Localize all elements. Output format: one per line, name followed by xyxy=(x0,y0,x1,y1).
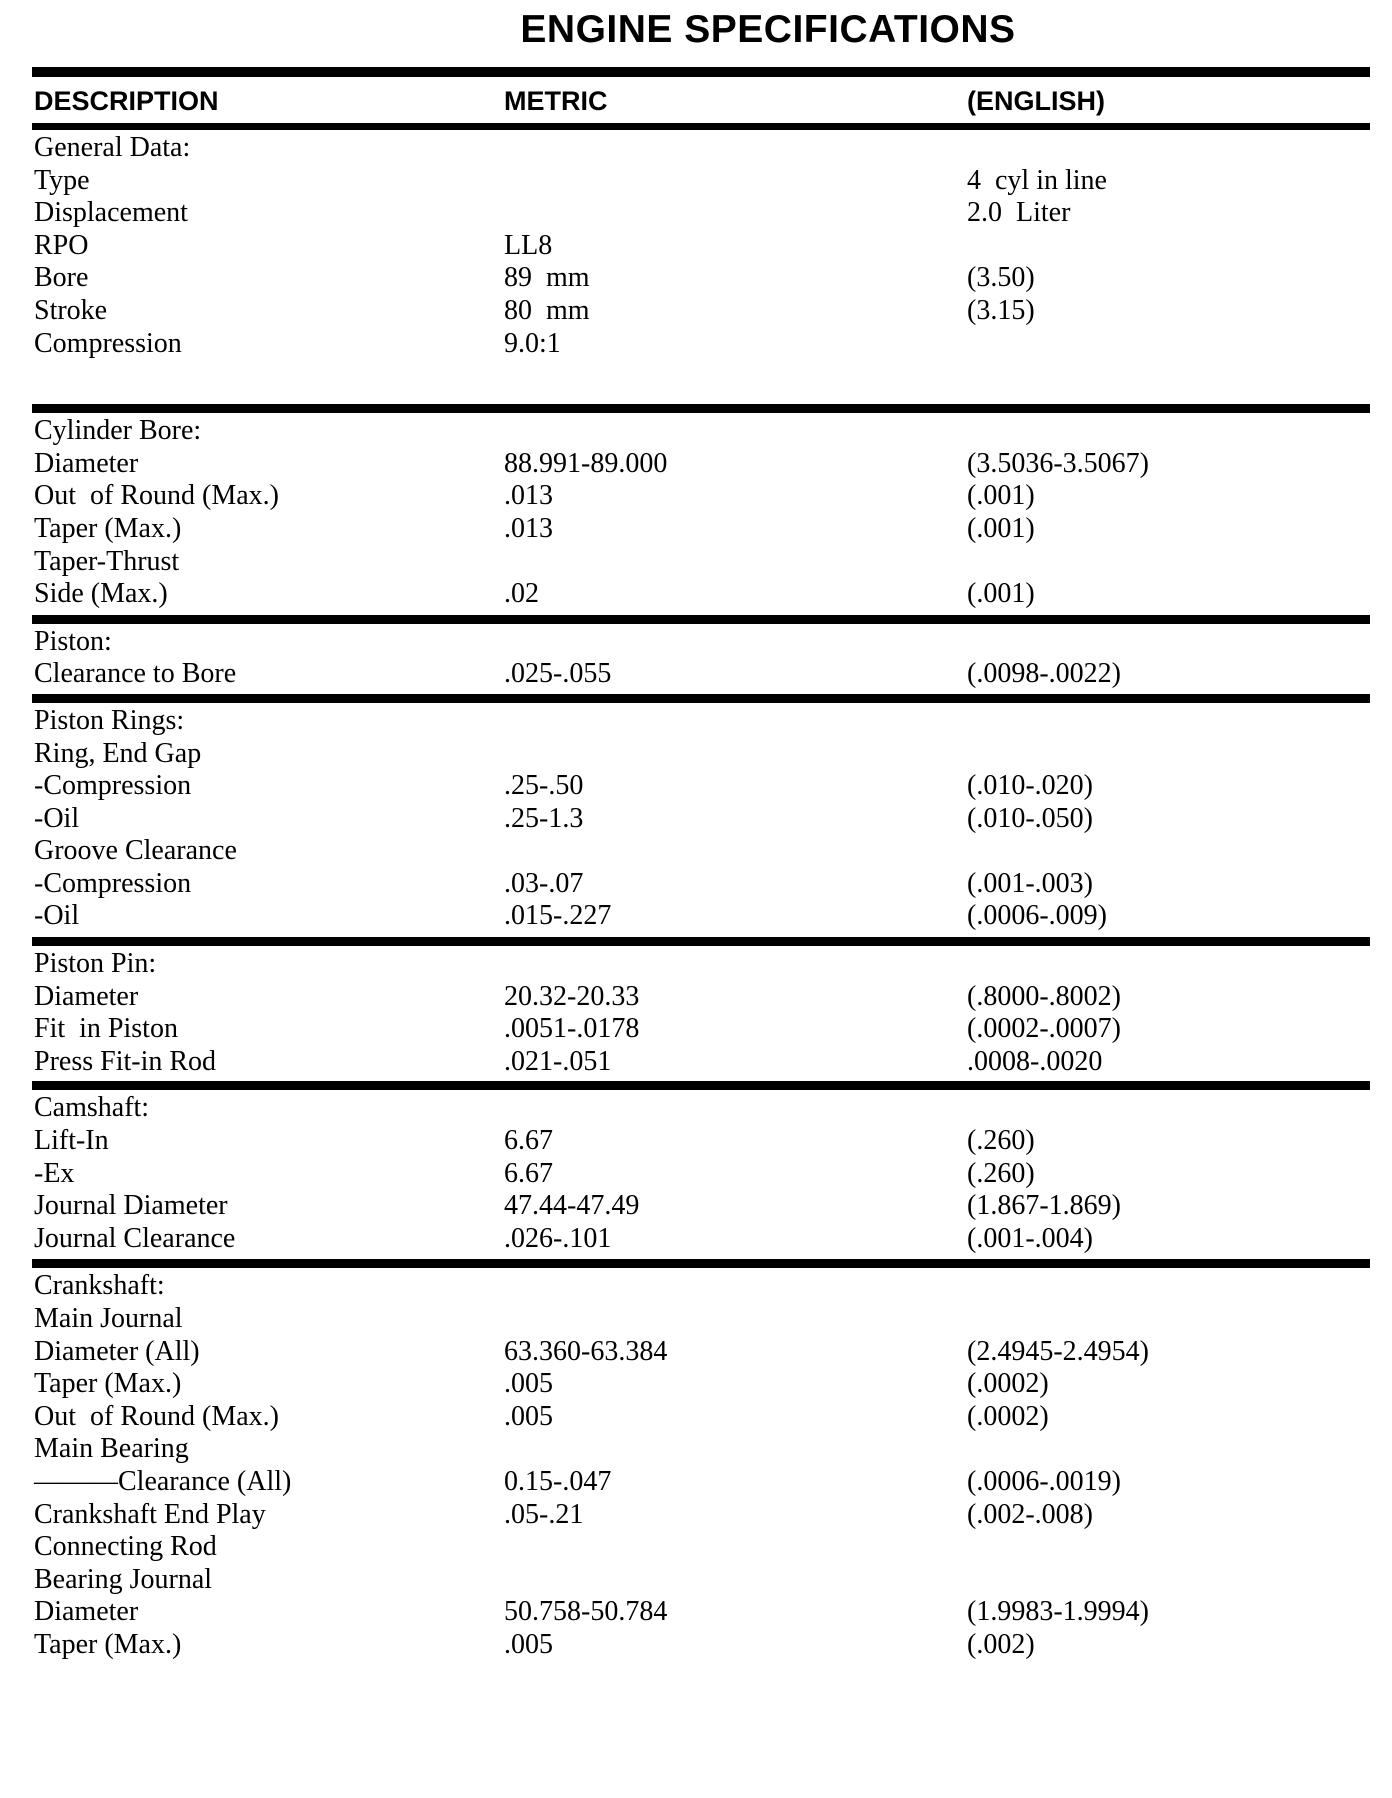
description-cell: Press Fit-in Rod xyxy=(34,1045,217,1077)
spec-section xyxy=(32,413,1370,615)
english-cell: (.001) xyxy=(967,480,1035,512)
metric-cell: 9.0:1 xyxy=(504,327,561,359)
english-cell: (.001-.004) xyxy=(967,1222,1093,1254)
english-cell: (.001) xyxy=(967,512,1035,544)
english-cell xyxy=(967,328,1370,361)
description-cell: -Oil xyxy=(34,802,80,834)
metric-cell xyxy=(504,835,967,868)
english-cell xyxy=(967,705,1370,738)
metric-cell xyxy=(504,1433,967,1466)
table-row xyxy=(32,981,1370,1014)
table-row xyxy=(32,328,1370,361)
table-row xyxy=(32,165,1370,198)
table-row xyxy=(32,1466,1370,1499)
english-cell: (2.4945-2.4954) xyxy=(967,1335,1149,1367)
description-cell: Main Bearing xyxy=(34,1433,189,1465)
description-cell: Journal Diameter xyxy=(34,1190,228,1222)
table-row xyxy=(32,1401,1370,1434)
table-row xyxy=(32,546,1370,579)
english-cell: (.0002) xyxy=(967,1400,1049,1432)
section-rule xyxy=(32,615,1370,624)
header-rule xyxy=(32,123,1370,130)
table-row xyxy=(32,132,1370,165)
description-cell: Taper (Max.) xyxy=(34,1628,182,1660)
description-cell: Groove Clearance xyxy=(34,835,237,867)
description-cell: Journal Clearance xyxy=(34,1222,236,1254)
table-row xyxy=(32,1629,1370,1662)
top-rule xyxy=(32,67,1370,77)
spec-section xyxy=(32,1090,1370,1259)
english-cell: (.0006-.009) xyxy=(967,900,1107,932)
table-row xyxy=(32,1092,1370,1125)
description-cell: Diameter xyxy=(34,980,139,1012)
description-cell: Out of Round (Max.) xyxy=(34,1400,279,1432)
description-cell: Camshaft: xyxy=(34,1092,150,1124)
header-description: DESCRIPTION xyxy=(34,85,219,116)
metric-cell xyxy=(504,738,967,771)
metric-cell: 89 mm xyxy=(504,262,590,294)
table-row xyxy=(32,1125,1370,1158)
english-cell: (.010-.050) xyxy=(967,802,1093,834)
spec-section xyxy=(32,946,1370,1081)
description-cell: Displacement xyxy=(34,197,188,229)
description-cell: Stroke xyxy=(34,294,108,326)
metric-cell xyxy=(504,132,967,165)
metric-cell xyxy=(504,1303,967,1336)
description-cell: Side (Max.) xyxy=(34,578,168,610)
english-cell: (.001-.003) xyxy=(967,867,1093,899)
metric-cell: .0051-.0178 xyxy=(504,1013,640,1045)
table-row xyxy=(32,770,1370,803)
table-row xyxy=(32,415,1370,448)
english-cell: (.8000-.8002) xyxy=(967,980,1121,1012)
metric-cell xyxy=(504,546,967,579)
description-cell: Type xyxy=(34,164,90,196)
table-row xyxy=(32,513,1370,546)
description-cell: -Ex xyxy=(34,1157,75,1189)
page-title: ENGINE SPECIFICATIONS xyxy=(520,8,1016,51)
english-cell xyxy=(967,1564,1370,1597)
description-cell: Taper-Thrust xyxy=(34,545,180,577)
metric-cell: .025-.055 xyxy=(504,658,612,690)
english-cell: (3.15) xyxy=(967,294,1035,326)
english-cell xyxy=(967,132,1370,165)
metric-cell xyxy=(504,415,967,448)
metric-cell: 80 mm xyxy=(504,294,590,326)
metric-cell: .015-.227 xyxy=(504,900,612,932)
metric-cell xyxy=(504,1092,967,1125)
table-row xyxy=(32,197,1370,230)
table-row xyxy=(32,835,1370,868)
english-cell: (3.5036-3.5067) xyxy=(967,447,1149,479)
metric-cell: .013 xyxy=(504,512,553,544)
section-spacer xyxy=(32,360,1370,404)
section-rule xyxy=(32,1081,1370,1090)
english-cell xyxy=(967,626,1370,659)
section-spacer xyxy=(32,1662,1370,1666)
table-row xyxy=(32,230,1370,263)
metric-cell: .005 xyxy=(504,1400,553,1432)
description-cell: Taper (Max.) xyxy=(34,1368,182,1400)
description-cell: Taper (Max.) xyxy=(34,512,182,544)
english-cell xyxy=(967,738,1370,771)
english-cell xyxy=(967,1531,1370,1564)
metric-cell xyxy=(504,705,967,738)
table-row xyxy=(32,1499,1370,1532)
table-header xyxy=(32,77,1370,123)
english-cell xyxy=(967,1270,1370,1303)
english-cell: (.002) xyxy=(967,1628,1035,1660)
metric-cell: 88.991-89.000 xyxy=(504,447,668,479)
english-cell: (.0098-.0022) xyxy=(967,658,1121,690)
metric-cell: 50.758-50.784 xyxy=(504,1596,668,1628)
english-cell xyxy=(967,1433,1370,1466)
description-cell: Crankshaft: xyxy=(34,1270,165,1302)
table-row xyxy=(32,1433,1370,1466)
header-english: (ENGLISH) xyxy=(967,85,1105,116)
table-row xyxy=(32,948,1370,981)
description-cell: Connecting Rod xyxy=(34,1531,217,1563)
spec-section xyxy=(32,624,1370,694)
table-row xyxy=(32,1013,1370,1046)
metric-cell: .021-.051 xyxy=(504,1045,612,1077)
metric-cell: .005 xyxy=(504,1628,553,1660)
metric-cell: 20.32-20.33 xyxy=(504,980,640,1012)
english-cell xyxy=(967,415,1370,448)
english-cell xyxy=(967,546,1370,579)
table-row xyxy=(32,480,1370,513)
metric-cell xyxy=(504,1531,967,1564)
description-cell: Piston: xyxy=(34,625,112,657)
description-cell: Main Journal xyxy=(34,1303,183,1334)
table-row xyxy=(32,262,1370,295)
sections-container xyxy=(32,130,1370,1666)
metric-cell: .02 xyxy=(504,578,539,610)
section-rule xyxy=(32,1259,1370,1268)
metric-cell xyxy=(504,948,967,981)
english-cell: 4 cyl in line xyxy=(967,164,1107,196)
english-cell: (.002-.008) xyxy=(967,1498,1093,1530)
metric-cell: .03-.07 xyxy=(504,867,584,899)
table-row xyxy=(32,658,1370,691)
description-cell: Diameter (All) xyxy=(34,1335,200,1367)
table-row xyxy=(32,1303,1370,1336)
english-cell xyxy=(967,1092,1370,1125)
metric-cell: 6.67 xyxy=(504,1125,553,1157)
description-cell: Clearance to Bore xyxy=(34,658,237,690)
section-rule xyxy=(32,404,1370,413)
english-cell: (.001) xyxy=(967,578,1035,610)
description-cell: Ring, End Gap xyxy=(34,737,202,769)
table-row xyxy=(32,1270,1370,1303)
metric-cell: .013 xyxy=(504,480,553,512)
table-row xyxy=(32,295,1370,328)
english-cell: (1.867-1.869) xyxy=(967,1190,1121,1222)
description-cell: -Compression xyxy=(34,770,192,802)
metric-cell xyxy=(504,197,967,230)
english-cell: (.0006-.0019) xyxy=(967,1465,1121,1497)
metric-cell: .026-.101 xyxy=(504,1222,612,1254)
english-cell: (.260) xyxy=(967,1125,1035,1157)
description-cell: Piston Pin: xyxy=(34,948,157,980)
table-row xyxy=(32,1158,1370,1191)
spec-table xyxy=(32,67,1370,1666)
table-row xyxy=(32,1190,1370,1223)
english-cell: (1.9983-1.9994) xyxy=(967,1596,1149,1628)
spec-section xyxy=(32,703,1370,937)
metric-cell: 6.67 xyxy=(504,1157,553,1189)
metric-cell: .05-.21 xyxy=(504,1498,584,1530)
metric-cell xyxy=(504,1564,967,1597)
english-cell xyxy=(967,948,1370,981)
section-rule xyxy=(32,694,1370,703)
description-cell: Diameter xyxy=(34,447,139,479)
table-row xyxy=(32,1223,1370,1256)
table-row xyxy=(32,626,1370,659)
table-row xyxy=(32,578,1370,611)
description-cell: -Oil xyxy=(34,900,80,932)
description-cell: RPO xyxy=(34,229,89,261)
table-row xyxy=(32,1336,1370,1369)
table-row xyxy=(32,803,1370,836)
english-cell: 2.0 Liter xyxy=(967,197,1071,229)
english-cell: (.010-.020) xyxy=(967,770,1093,802)
description-cell: -Compression xyxy=(34,867,192,899)
description-cell: General Data: xyxy=(34,132,191,163)
description-cell: Piston Rings: xyxy=(34,704,185,736)
english-cell xyxy=(967,835,1370,868)
metric-cell: .25-.50 xyxy=(504,770,584,802)
english-cell: (3.50) xyxy=(967,262,1035,294)
table-row xyxy=(32,1046,1370,1079)
header-metric: METRIC xyxy=(504,85,608,116)
english-cell: (.260) xyxy=(967,1157,1035,1189)
english-cell xyxy=(967,1303,1370,1336)
table-row xyxy=(32,1531,1370,1564)
table-row xyxy=(32,705,1370,738)
table-row xyxy=(32,448,1370,481)
table-row xyxy=(32,900,1370,933)
description-cell: Bearing Journal xyxy=(34,1563,213,1595)
spec-section xyxy=(32,1268,1370,1665)
english-cell: (.0002-.0007) xyxy=(967,1013,1121,1045)
description-cell: Out of Round (Max.) xyxy=(34,480,279,512)
table-row xyxy=(32,1596,1370,1629)
english-cell: (.0002) xyxy=(967,1368,1049,1400)
description-cell: Diameter xyxy=(34,1596,139,1628)
description-cell: Compression xyxy=(34,327,182,359)
description-cell: Bore xyxy=(34,262,89,294)
metric-cell xyxy=(504,1270,967,1303)
description-cell: Lift-In xyxy=(34,1125,109,1157)
spec-section xyxy=(32,130,1370,404)
table-row xyxy=(32,868,1370,901)
description-cell: Cylinder Bore: xyxy=(34,415,202,447)
description-cell: ———Clearance (All) xyxy=(34,1465,292,1497)
description-cell: Fit in Piston xyxy=(34,1013,178,1045)
english-cell: .0008-.0020 xyxy=(967,1045,1103,1077)
metric-cell xyxy=(504,165,967,198)
metric-cell: .005 xyxy=(504,1368,553,1400)
table-row xyxy=(32,738,1370,771)
description-cell: Crankshaft End Play xyxy=(34,1498,266,1530)
metric-cell: 63.360-63.384 xyxy=(504,1335,668,1367)
table-row xyxy=(32,1564,1370,1597)
table-row xyxy=(32,1368,1370,1401)
metric-cell: LL8 xyxy=(504,229,553,261)
metric-cell: 0.15-.047 xyxy=(504,1465,612,1497)
metric-cell: .25-1.3 xyxy=(504,802,584,834)
english-cell xyxy=(967,230,1370,263)
section-rule xyxy=(32,937,1370,946)
metric-cell: 47.44-47.49 xyxy=(504,1190,640,1222)
metric-cell xyxy=(504,626,967,659)
